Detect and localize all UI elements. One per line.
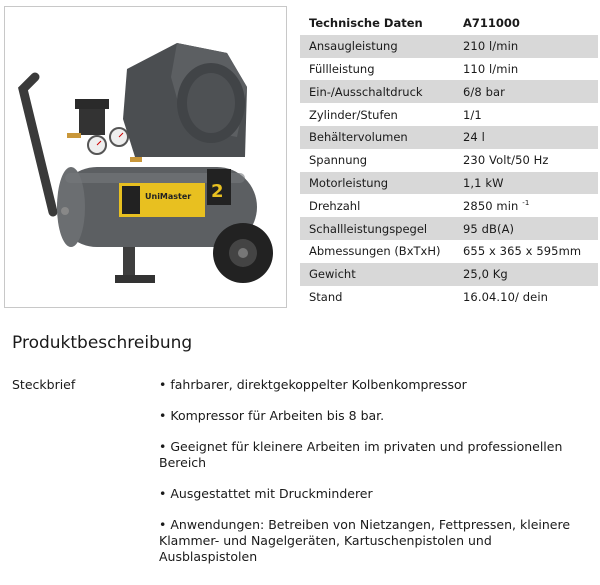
- article-number: A711000: [454, 12, 598, 35]
- table-row: [300, 58, 598, 81]
- bullet-icon: •: [159, 517, 167, 532]
- table-row: [300, 103, 598, 126]
- spec-value: 6/8 bar: [454, 80, 598, 103]
- list-item: [159, 517, 579, 565]
- spec-value: 1,1 kW: [454, 172, 598, 195]
- spec-label: Motorleistung: [300, 172, 454, 195]
- fitting: [67, 133, 81, 138]
- list-item: [159, 439, 579, 471]
- table-row: [300, 80, 598, 103]
- bullet-text: Kompressor für Arbeiten bis 8 bar.: [170, 408, 385, 423]
- spec-value: 110 l/min: [454, 58, 598, 81]
- spec-value: 210 l/min: [454, 35, 598, 58]
- steckbrief-label: Steckbrief: [12, 377, 76, 392]
- product-image: [4, 6, 287, 308]
- spec-label: Zylinder/Stufen: [300, 103, 454, 126]
- spec-value: 2850 min $^{-1}$: [454, 194, 598, 217]
- table-row: [300, 126, 598, 149]
- list-item: [159, 408, 579, 424]
- bullet-icon: •: [159, 408, 167, 423]
- spec-value: 1/1: [454, 103, 598, 126]
- header-label: Technische Daten: [300, 12, 454, 35]
- compressor-illustration: [5, 7, 286, 307]
- technical-data-table: [300, 12, 598, 308]
- spec-label: Drehzahl: [300, 194, 454, 217]
- table-row: [300, 172, 598, 195]
- feature-list: [159, 377, 579, 580]
- section-title: Produktbeschreibung: [12, 333, 193, 353]
- spec-label: Stand: [300, 286, 454, 309]
- list-item: [159, 377, 579, 393]
- spec-label: Abmessungen (BxTxH): [300, 240, 454, 263]
- spec-value: 24 l: [454, 126, 598, 149]
- spec-label: Ein-/Ausschaltdruck: [300, 80, 454, 103]
- bullet-icon: •: [159, 377, 167, 392]
- table-row: [300, 240, 598, 263]
- spec-label: Behältervolumen: [300, 126, 454, 149]
- unit-exponent: -1: [522, 198, 530, 207]
- spec-label: Gewicht: [300, 263, 454, 286]
- bullet-text: fahrbarer, direktgekoppelter Kolbenkompressor: [170, 377, 467, 392]
- table-row: [300, 286, 598, 309]
- spec-value: 230 Volt/50 Hz: [454, 149, 598, 172]
- bullet-text: Ausgestattet mit Druckminderer: [170, 486, 373, 501]
- table-row: [300, 263, 598, 286]
- bullet-text: Anwendungen: Betreiben von Nietzangen, Fettpressen, kleinere Klammer- und Nagelgeräten, Kartuschenpistolen und Ausblaspistolen: [159, 517, 571, 564]
- bullet-icon: •: [159, 439, 167, 454]
- spec-value: 25,0 Kg: [454, 263, 598, 286]
- spec-label: Füllleistung: [300, 58, 454, 81]
- table-row: [300, 194, 598, 217]
- table-header-row: [300, 12, 598, 35]
- table-row: [300, 35, 598, 58]
- pressure-switch: [79, 105, 105, 135]
- bullet-text: Geeignet für kleinere Arbeiten im privaten und professionellen Bereich: [159, 439, 563, 470]
- spec-value: 95 dB(A): [454, 217, 598, 240]
- list-item: [159, 486, 579, 502]
- brand-text: UniMaster: [145, 192, 192, 201]
- spec-label: Spannung: [300, 149, 454, 172]
- spec-label: Ansaugleistung: [300, 35, 454, 58]
- spec-label: Schallleistungspegel: [300, 217, 454, 240]
- bullet-icon: •: [159, 486, 167, 501]
- spec-value: 16.04.10/ dein: [454, 286, 598, 309]
- spec-rows: [300, 35, 598, 309]
- handle: [23, 77, 53, 212]
- svg-text:2: 2: [211, 181, 224, 202]
- table-row: [300, 149, 598, 172]
- table-row: [300, 217, 598, 240]
- spec-value: 655 x 365 x 595mm: [454, 240, 598, 263]
